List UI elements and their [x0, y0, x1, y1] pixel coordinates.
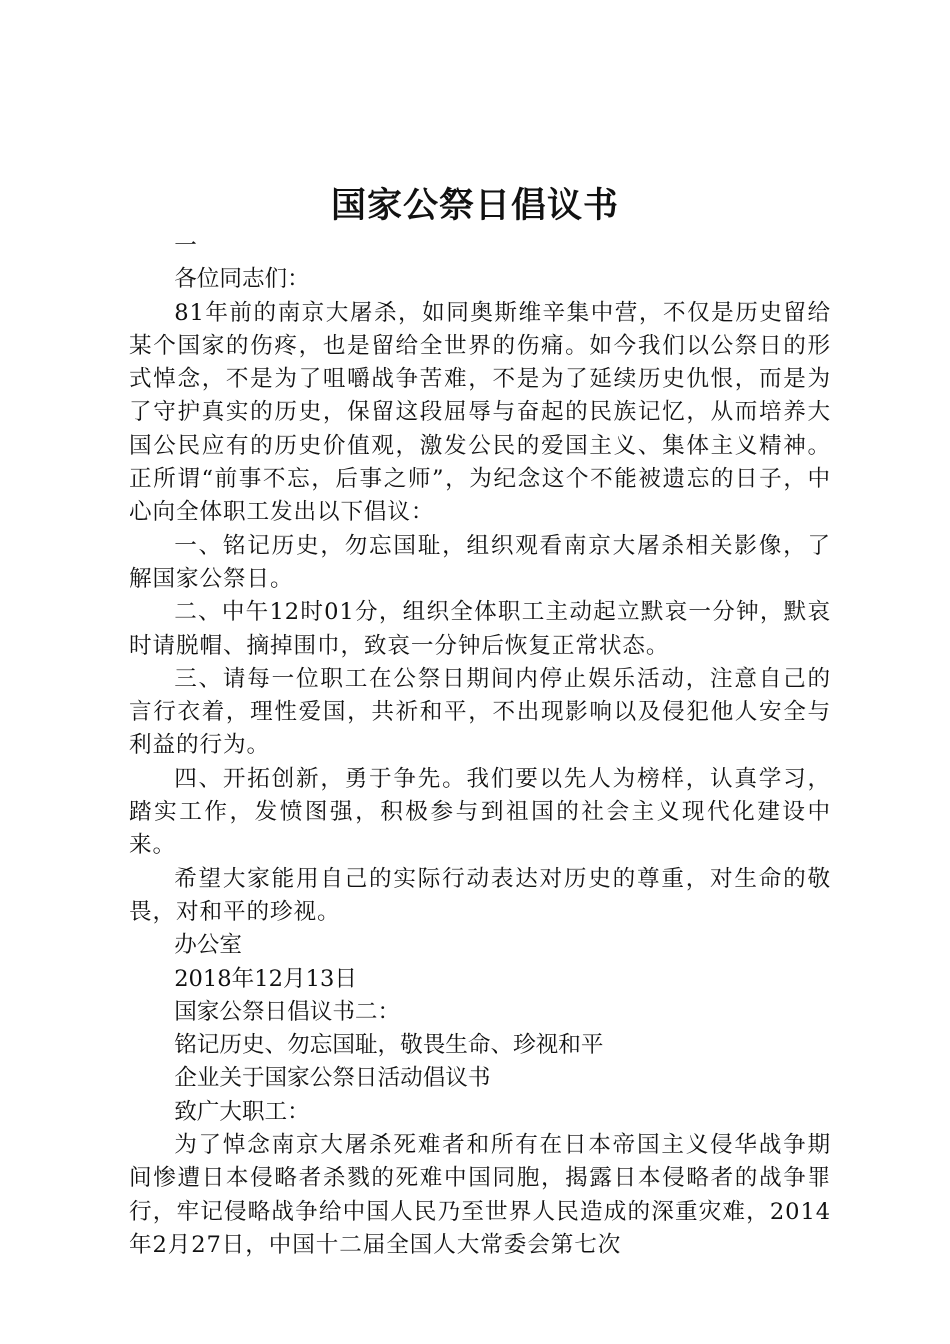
- proposal-item-1: 一、铭记历史，勿忘国耻，组织观看南京大屠杀相关影像，了解国家公祭日。: [129, 532, 831, 592]
- closing-paragraph: 希望大家能用自己的实际行动表达对历史的尊重，对生命的敬畏，对和平的珍视。: [129, 865, 831, 925]
- salutation: 各位同志们：: [174, 266, 310, 293]
- proposal-item-4: 四、开拓创新，勇于争先。我们要以先人为榜样，认真学习，踏实工作，发愤图强，积极参与到祖国的社会主义现代化建设中来。: [129, 765, 831, 859]
- second-proposal-title: 企业关于国家公祭日活动倡议书: [174, 1065, 491, 1092]
- proposal-item-2: 二、中午12时01分，组织全体职工主动起立默哀一分钟，默哀时请脱帽、摘掉围巾，致哀一分钟后恢复正常状态。: [129, 599, 831, 659]
- section-number: 一: [174, 233, 197, 259]
- signature-office: 办公室: [174, 932, 242, 959]
- document-title: 国家公祭日倡议书: [330, 186, 619, 226]
- proposal-item-3: 三、请每一位职工在公祭日期间内停止娱乐活动，注意自己的言行衣着，理性爱国，共祈和平，不出现影响以及侵犯他人安全与利益的行为。: [129, 665, 831, 759]
- signature-date: 2018年12月13日: [174, 965, 357, 992]
- second-proposal-slogan: 铭记历史、勿忘国耻，敬畏生命、珍视和平: [174, 1032, 604, 1059]
- second-proposal-salutation: 致广大职工：: [174, 1098, 310, 1125]
- intro-paragraph: 81年前的南京大屠杀，如同奥斯维辛集中营，不仅是历史留给某个国家的伤疼，也是留给全世界的伤痛。如今我们以公祭日的形式悼念，不是为了咀嚼战争苦难，不是为了延续历史仇恨，而是为了守护真实的历史，保留这段屈辱与奋起的民族记忆，从而培养大国公民应有的历史价值观，激发公民的爱国主义、集体主义精神。正所谓“前事不忘，后事之师”，为纪念这个不能被遗忘的日子，中心向全体职工发出以下倡议：: [129, 299, 831, 526]
- document-body: [129, 230, 831, 1262]
- second-proposal-paragraph: 为了悼念南京大屠杀死难者和所有在日本帝国主义侵华战争期间惨遭日本侵略者杀戮的死难中国同胞，揭露日本侵略者的战争罪行，牢记侵略战争给中国人民乃至世界人民造成的深重灾难，2014年2月27日，中国十二届全国人大常委会第七次: [129, 1132, 831, 1258]
- second-proposal-heading: 国家公祭日倡议书二：: [174, 998, 401, 1025]
